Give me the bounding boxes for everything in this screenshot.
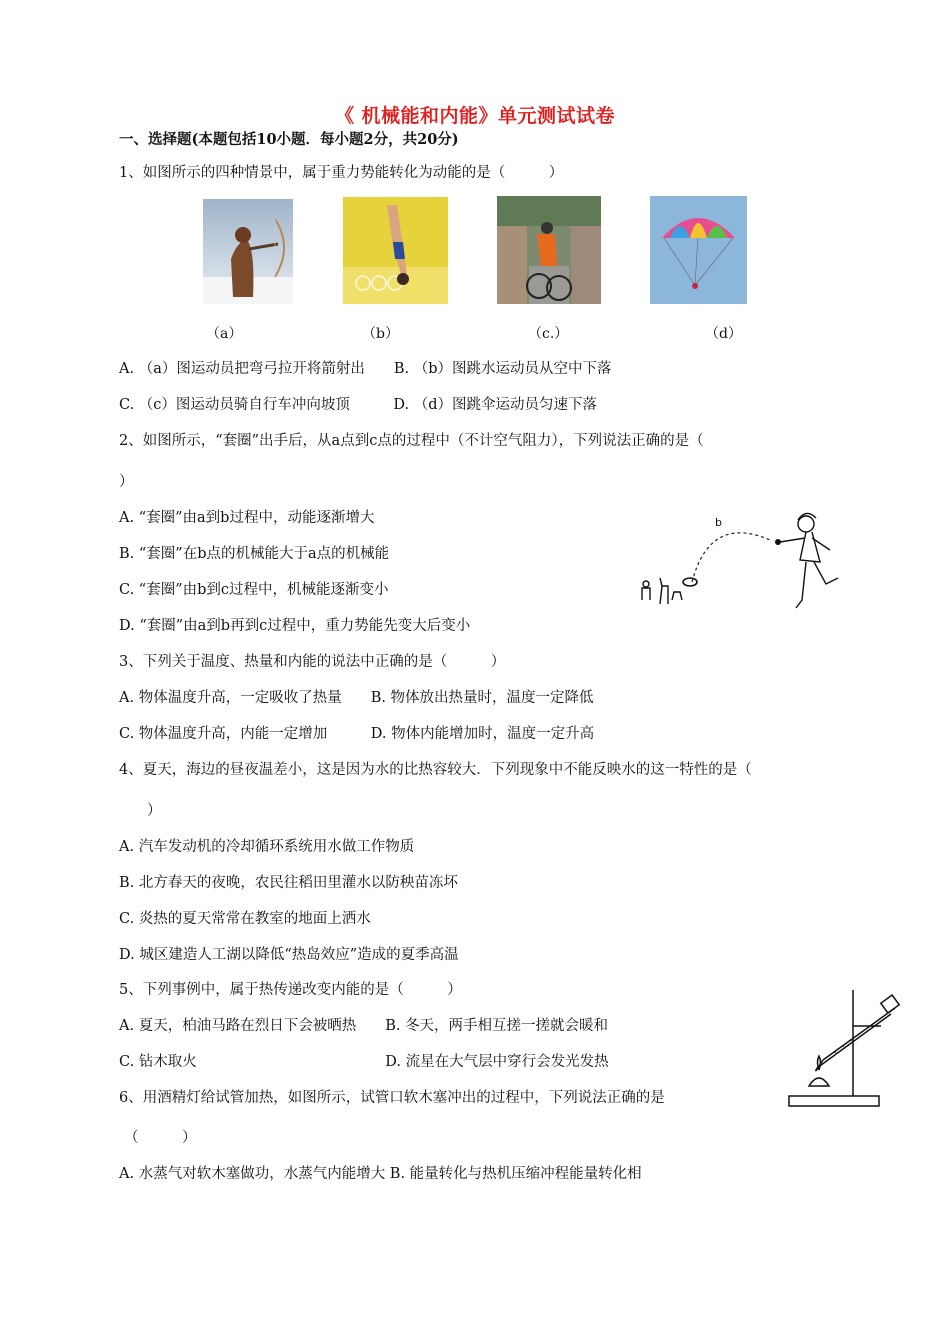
q2-option-b: B. “套圈”在b点的机械能大于a点的机械能 xyxy=(119,546,390,562)
q3-stem: 3、下列关于温度、热量和内能的说法中正确的是（ ） xyxy=(119,654,506,670)
cyclist-photo xyxy=(497,196,601,304)
q4-stem: 4、夏天，海边的昼夜温差小，这是因为水的比热容较大．下列现象中不能反映水的这一特性的是（ xyxy=(119,762,752,778)
q3-options-cd: C. 物体温度升高，内能一定增加 D. 物体内能增加时，温度一定升高 xyxy=(119,726,595,742)
q4-stem-end: ） xyxy=(147,803,162,819)
q4-option-b: B. 北方春天的夜晚，农民往稻田里灌水以防秧苗冻坏 xyxy=(119,875,458,891)
q2-option-d: D. “套圈”由a到b再到c过程中，重力势能先变大后变小 xyxy=(119,618,471,634)
section-heading: 一、选择题(本题包括10小题．每小题2分，共20分) xyxy=(119,131,459,148)
q4-option-c: C. 炎热的夏天常常在教室的地面上洒水 xyxy=(119,911,371,927)
caption-c: （c.） xyxy=(528,326,569,342)
q1-options-ab: A. （a）图运动员把弯弓拉开将箭射出 B. （b）图跳水运动员从空中下落 xyxy=(119,361,612,377)
caption-d: （d） xyxy=(705,326,742,342)
q2-option-c: C. “套圈”由b到c过程中，机械能逐渐变小 xyxy=(119,582,389,598)
q5-options-ab: A. 夏天，柏油马路在烈日下会被晒热 B. 冬天，两手相互搓一搓就会暖和 xyxy=(119,1018,609,1034)
q2-stem: 2、如图所示，“套圈”出手后，从a点到c点的过程中（不计空气阻力），下列说法正确的是（ xyxy=(119,433,704,449)
diver-photo xyxy=(343,197,448,304)
q1-options-cd: C. （c）图运动员骑自行车冲向坡顶 D. （d）图跳伞运动员匀速下落 xyxy=(119,397,598,413)
test-tube-apparatus-figure xyxy=(783,986,905,1112)
ring-toss-figure xyxy=(630,504,855,616)
q4-option-a: A. 汽车发动机的冷却循环系统用水做工作物质 xyxy=(119,839,415,855)
q6-options-ab: A. 水蒸气对软木塞做功，水蒸气内能增大 B. 能量转化与热机压缩冲程能量转化相 xyxy=(119,1166,642,1182)
q4-option-d: D. 城区建造人工湖以降低“热岛效应”造成的夏季高温 xyxy=(119,947,459,963)
q2-stem-end: ） xyxy=(119,474,134,490)
q3-options-ab: A. 物体温度升高，一定吸收了热量 B. 物体放出热量时，温度一定降低 xyxy=(119,690,594,706)
archer-photo xyxy=(203,199,293,304)
fig-label-b: b xyxy=(715,516,722,529)
q2-option-a: A. “套圈”由a到b过程中，动能逐渐增大 xyxy=(119,510,375,526)
page-title: 《 机械能和内能》单元测试试卷 xyxy=(334,105,616,127)
q5-stem: 5、下列事例中，属于热传递改变内能的是（ ） xyxy=(119,982,462,998)
q6-stem: 6、用酒精灯给试管加热，如图所示，试管口软木塞冲出的过程中，下列说法正确的是 xyxy=(119,1090,665,1106)
q1-stem: 1、如图所示的四种情景中，属于重力势能转化为动能的是（ ） xyxy=(119,165,564,181)
q5-options-cd: C. 钻木取火 D. 流星在大气层中穿行会发光发热 xyxy=(119,1054,609,1070)
caption-b: （b） xyxy=(362,326,399,342)
caption-a: （a） xyxy=(206,326,243,342)
parachute-photo xyxy=(650,196,747,304)
q6-answer-paren: （ ） xyxy=(124,1130,197,1146)
